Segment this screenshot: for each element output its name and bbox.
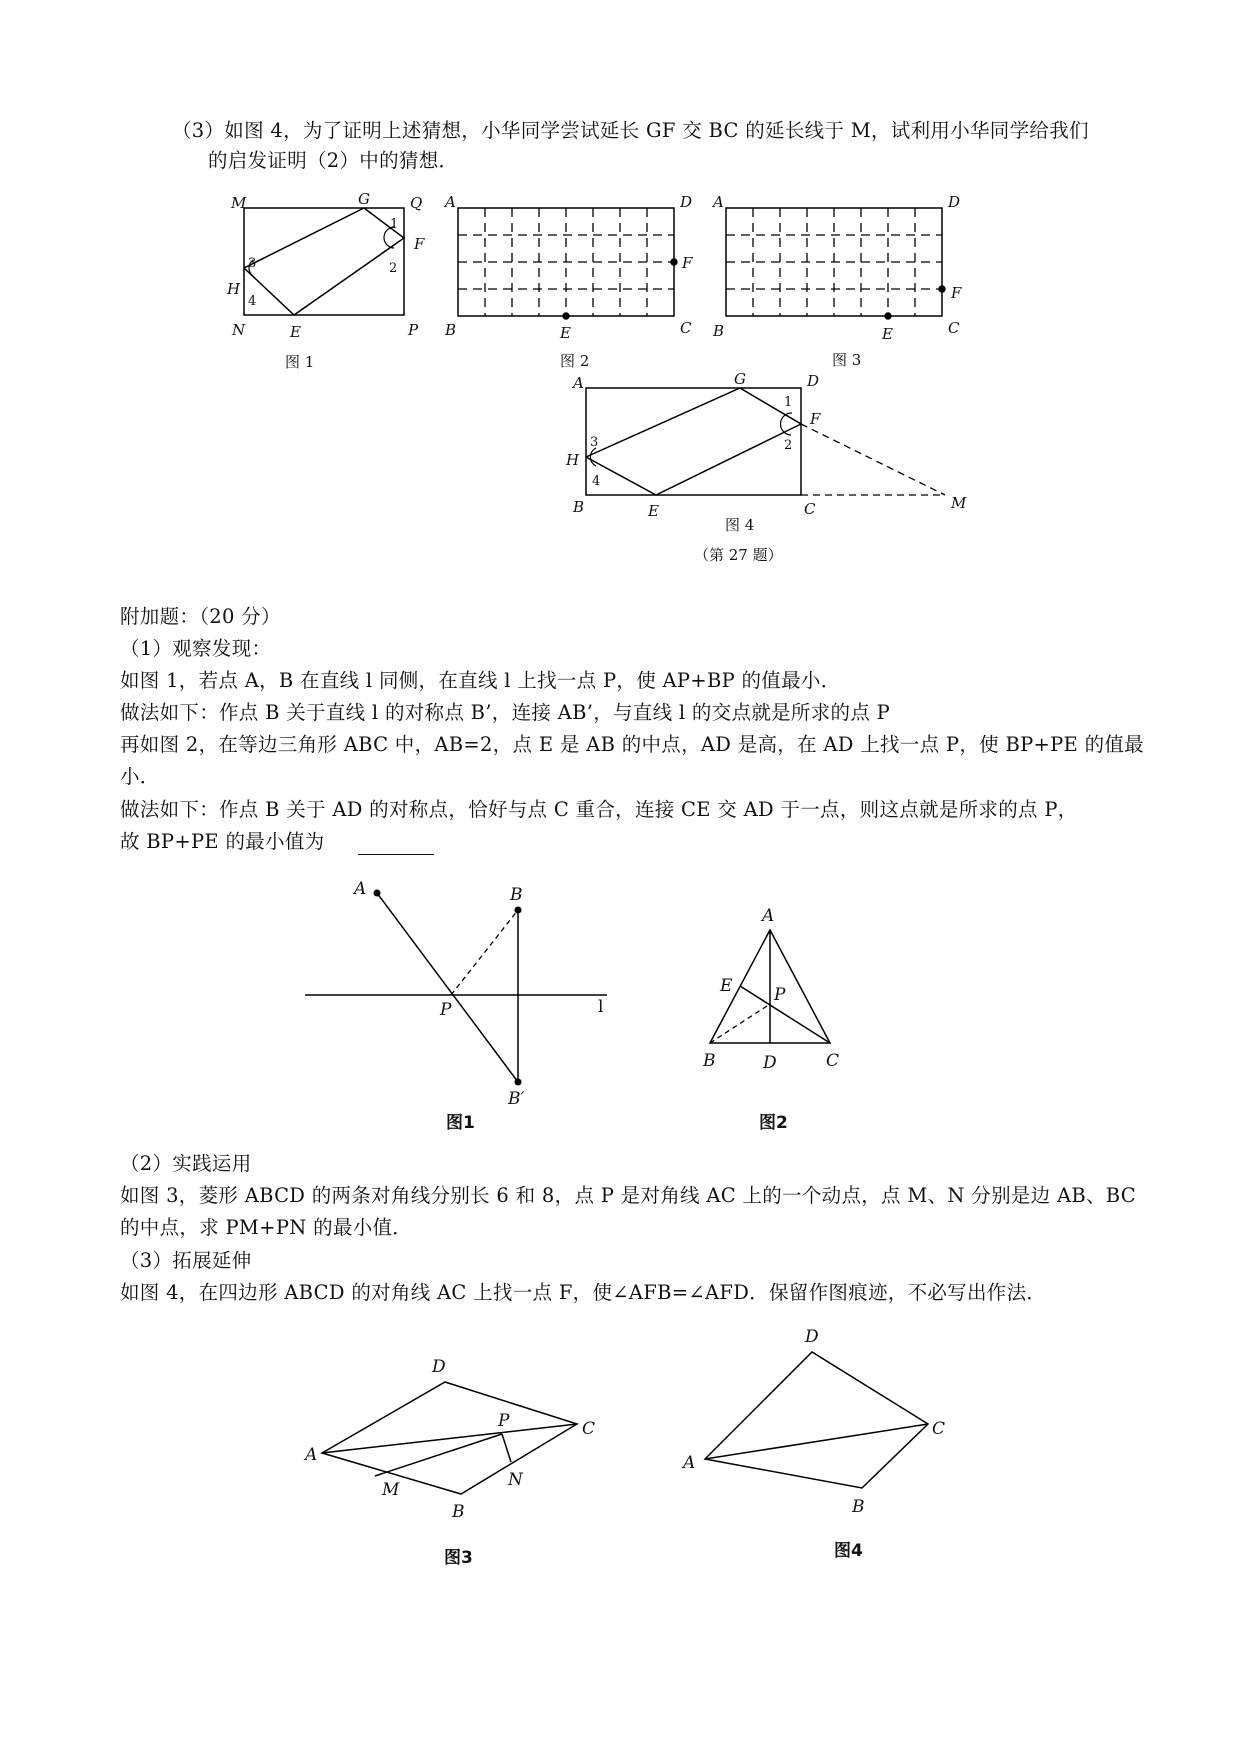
efig1-label-B2: B′	[508, 1089, 525, 1109]
efig4-label-C: C	[932, 1419, 946, 1439]
efig1-caption: 图1	[446, 1113, 475, 1133]
fig4-label-B: B	[573, 498, 585, 516]
efig3-label-C: C	[582, 1419, 596, 1439]
efig3-label-B: B	[452, 1502, 465, 1522]
fig3-caption: 图 3	[832, 351, 862, 369]
problem-27-label: （第 27 题）	[694, 546, 783, 564]
fig2-label-F: F	[682, 254, 693, 272]
efig2-label-B: B	[703, 1051, 716, 1071]
p3-line1: 如图 4，在四边形 ABCD 的对角线 AC 上找一点 F，使∠AFB=∠AFD．保留作图痕迹，不必写出作法．	[120, 1281, 1047, 1304]
fig4-label-E: E	[648, 502, 659, 520]
fig3-label-D: D	[948, 193, 961, 211]
efig2-label-P: P	[774, 985, 786, 1005]
efig3-label-M: M	[382, 1480, 400, 1500]
extra-fig1	[305, 890, 607, 1085]
fig4-angle-3: 3	[590, 435, 599, 450]
p1-line2: 做法如下：作点 B 关于直线 l 的对称点 B’，连接 AB’，与直线 l 的交点就是所求的点 P	[120, 701, 891, 724]
fig4-label-F: F	[810, 410, 821, 428]
fig1-label-H: H	[227, 280, 241, 298]
efig3-label-P: P	[498, 1411, 510, 1431]
fig1-label-P: P	[408, 321, 419, 339]
efig2-label-E: E	[720, 976, 733, 996]
efig4-label-A: A	[683, 1453, 696, 1473]
p1-line5: 做法如下：作点 B 关于 AD 的对称点，恰好与点 C 重合，连接 CE 交 AD 于一点，则这点就是所求的点 P，	[120, 798, 1078, 821]
fig4-label-D: D	[807, 372, 820, 390]
q27-fig4	[586, 388, 945, 495]
efig2-caption: 图2	[759, 1113, 788, 1133]
q27-part3-line1: （3）如图 4，为了证明上述猜想，小华同学尝试延长 GF 交 BC 的延长线于 M，试利用小华同学给我们	[172, 119, 1089, 142]
efig1-label-A: A	[354, 879, 367, 899]
fig4-label-H: H	[566, 451, 580, 469]
p1-line4: 小．	[120, 765, 160, 788]
efig4-label-B: B	[852, 1497, 865, 1517]
fig3-label-F: F	[951, 284, 962, 302]
efig4-caption: 图4	[834, 1541, 863, 1561]
part1-title: （1）观察发现：	[120, 637, 272, 660]
fig4-caption: 图 4	[725, 516, 755, 534]
fig4-label-M: M	[951, 494, 967, 512]
efig3-caption: 图3	[444, 1548, 473, 1568]
extra-fig4	[705, 1352, 928, 1488]
efig1-label-l: l	[598, 997, 604, 1017]
fig1-label-N: N	[232, 321, 246, 339]
efig3-label-D: D	[432, 1357, 446, 1377]
fig1-angle-2: 2	[389, 261, 398, 276]
fig2-label-C: C	[680, 319, 692, 337]
fig1-label-F: F	[414, 235, 425, 253]
fig1-label-Q: Q	[410, 194, 423, 212]
q27-part3-line2: 的启发证明（2）中的猜想．	[208, 149, 459, 172]
extra-title: 附加题：（20 分）	[120, 605, 281, 628]
efig3-label-A: A	[305, 1445, 318, 1465]
fig3-label-B: B	[713, 322, 725, 340]
fig4-angle-2: 2	[784, 438, 793, 453]
part2-title: （2）实践运用	[120, 1152, 252, 1175]
p2-line2: 的中点，求 PM+PN 的最小值．	[120, 1216, 413, 1239]
fig1-angle-1: 1	[390, 217, 399, 232]
p2-line1: 如图 3，菱形 ABCD 的两条对角线分别长 6 和 8，点 P 是对角线 AC 上的一个动点，点 M、N 分别是边 AB、BC	[120, 1184, 1137, 1207]
efig2-label-C: C	[826, 1051, 840, 1071]
fig1-label-G: G	[358, 190, 370, 208]
fig1-label-E: E	[290, 323, 301, 341]
fig1-angle-4: 4	[248, 294, 257, 309]
q27-fig2	[458, 208, 677, 319]
fig1-angle-3: 3	[248, 256, 257, 271]
fig2-label-A: A	[445, 193, 456, 211]
fig2-label-D: D	[680, 193, 693, 211]
efig3-label-N: N	[508, 1470, 523, 1490]
fig4-angle-1: 1	[784, 395, 793, 410]
fig3-label-A: A	[713, 193, 724, 211]
efig4-label-D: D	[805, 1327, 819, 1347]
efig2-label-D: D	[763, 1053, 777, 1073]
efig2-label-A: A	[762, 906, 775, 926]
fig1-label-M: M	[231, 194, 247, 212]
fig4-label-G: G	[734, 370, 746, 388]
fig4-label-A: A	[573, 374, 584, 392]
fig1-caption: 图 1	[285, 353, 315, 371]
extra-fig3	[322, 1382, 577, 1494]
part3-title: （3）拓展延伸	[120, 1249, 252, 1272]
fig3-label-C: C	[948, 319, 960, 337]
p1-line6-text: 故 BP+PE 的最小值为	[120, 830, 325, 853]
p1-line3: 再如图 2，在等边三角形 ABC 中，AB=2，点 E 是 AB 的中点，AD 是高，在 AD 上找一点 P，使 BP+PE 的值最	[120, 733, 1144, 756]
fig4-label-C: C	[804, 500, 816, 518]
efig1-label-B: B	[510, 885, 523, 905]
fig4-angle-4: 4	[592, 474, 601, 489]
q27-fig1	[244, 208, 404, 315]
efig1-label-P: P	[440, 1000, 452, 1020]
fig2-caption: 图 2	[560, 352, 590, 370]
q27-fig3	[726, 208, 945, 319]
fig2-label-B: B	[445, 321, 457, 339]
p1-line1: 如图 1，若点 A，B 在直线 l 同侧，在直线 l 上找一点 P，使 AP+BP 的值最小．	[120, 669, 841, 692]
fig3-label-E: E	[882, 325, 893, 343]
fig2-label-E: E	[560, 324, 571, 342]
